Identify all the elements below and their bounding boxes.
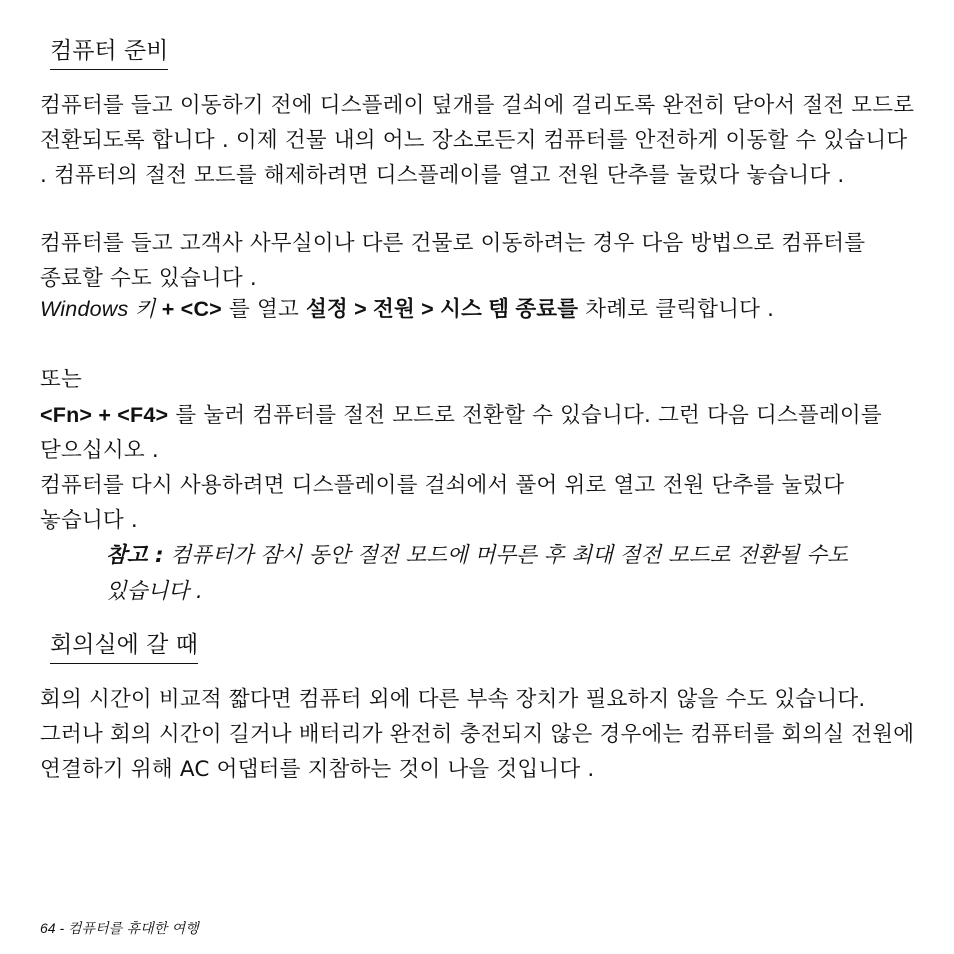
paragraph-sleep-shortcut — [40, 398, 918, 468]
footer-chapter: 컴퓨터를 휴대한 여행 — [68, 921, 199, 937]
page-number: 64 — [40, 920, 56, 936]
text-open: 를 열고 — [221, 297, 306, 322]
sleep-shortcut-text: 를 눌러 컴퓨터를 절전 모드로 전환할 수 있습니다. 그런 다음 디스플레이를 닫으십시오 . — [40, 403, 882, 463]
key-f4: <F4> — [117, 403, 169, 427]
plus-sign: + — [92, 403, 118, 427]
section-heading-prepare: 컴퓨터 준비 — [50, 36, 168, 70]
key-fn: <Fn> — [40, 403, 93, 427]
paragraph-or: 또는 — [40, 367, 82, 392]
footer-separator: - — [55, 920, 69, 936]
menu-separator: > — [347, 297, 374, 321]
plus-sign: + < — [155, 297, 194, 321]
paragraph-shutdown-steps — [40, 292, 918, 327]
paragraph-shutdown-method: 컴퓨터를 들고 고객사 사무실이나 다른 건물로 이동하려는 경우 다음 방법으로 컴퓨터를 종료할 수도 있습니다 . — [40, 231, 866, 291]
menu-settings: 설정 — [305, 297, 348, 321]
key-c: C — [193, 297, 210, 321]
section-heading-meeting: 회의실에 갈 때 — [50, 630, 198, 664]
note-block — [106, 538, 918, 610]
key-close: > — [209, 297, 222, 321]
note-text: 컴퓨터가 잠시 동안 절전 모드에 머무른 후 최대 절전 모드로 전환될 수도 있습니다 . — [106, 543, 848, 604]
paragraph-prepare-intro: 컴퓨터를 들고 이동하기 전에 디스플레이 덮개를 걸쇠에 걸리도록 완전히 닫아서 절전 모드로 전환되도록 합니다 . 이제 건물 내의 어느 장소로든지 컴퓨터를 안전하게 이동할 수 있습니다 . 컴퓨터의 절전 모드를 해제하려면 디스플레이를 열고 전원 단추를 눌렀다 놓습니다 . — [40, 93, 915, 188]
menu-power: 전원 — [373, 297, 415, 321]
text-click: 차례로 클릭합니다 . — [578, 297, 775, 322]
menu-separator: > — [414, 297, 441, 321]
note-label: 참고 : — [106, 543, 164, 568]
menu-shutdown: 시스 템 종료를 — [440, 297, 579, 321]
page-footer — [40, 918, 199, 939]
windows-key-label: Windows 키 — [40, 297, 156, 321]
paragraph-meeting: 회의 시간이 비교적 짧다면 컴퓨터 외에 다른 부속 장치가 필요하지 않을 수도 있습니다. 그러나 회의 시간이 길거나 배터리가 완전히 충전되지 않은 경우에는 컴퓨터를 회의실 전원에 연결하기 위해 AC 어댑터를 지참하는 것이 나을 것입니다 . — [40, 687, 915, 782]
paragraph-resume: 컴퓨터를 다시 사용하려면 디스플레이를 걸쇠에서 풀어 위로 열고 전원 단추를 눌렀다 놓습니다 . — [40, 473, 845, 533]
